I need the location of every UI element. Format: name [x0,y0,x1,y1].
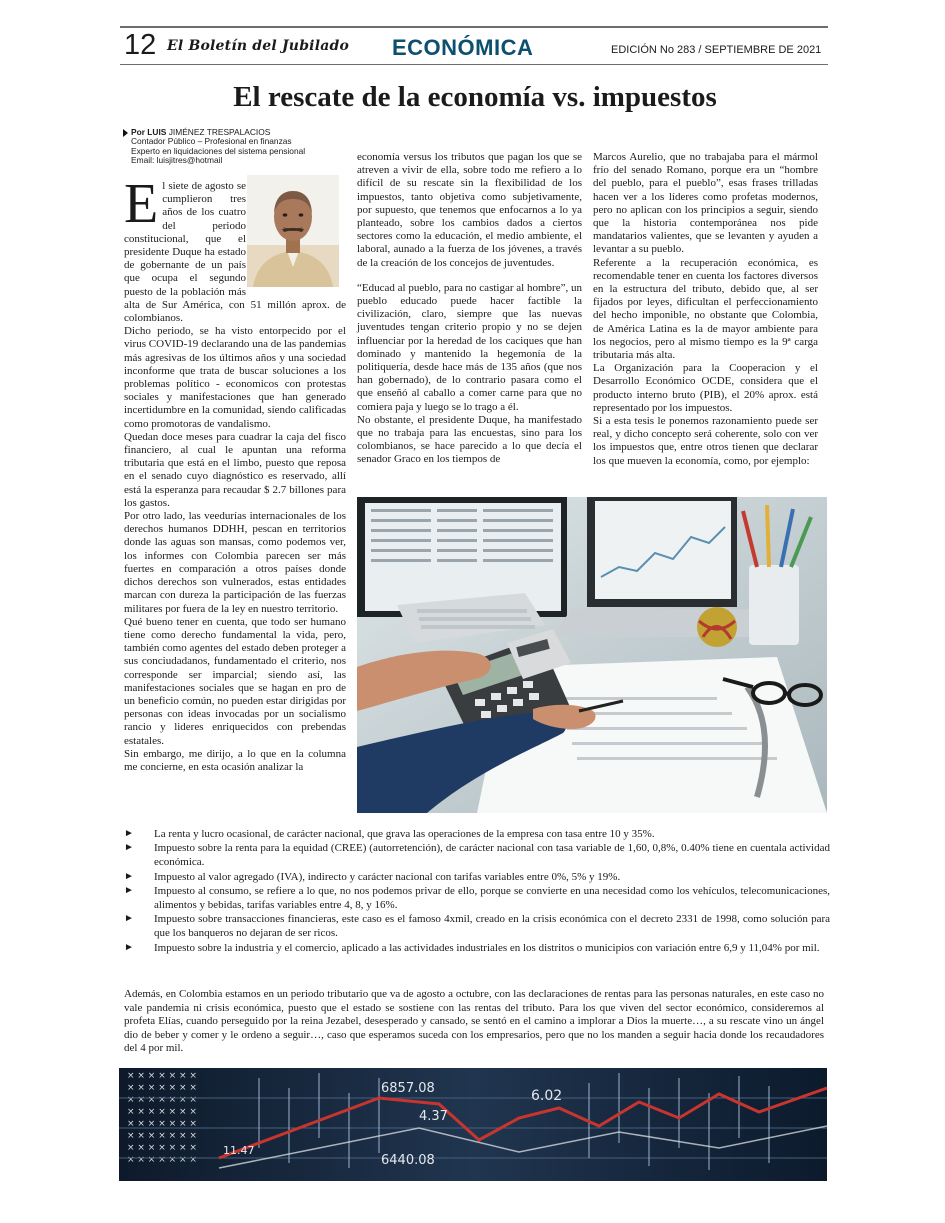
page-number: 12 [124,29,157,61]
list-item: ► La renta y lucro ocasional, de carácter nacional, que grava las operaciones de la empresa con tasa entre 10 y 35%. [124,828,655,840]
bullet-arrow-icon: ► [124,884,134,896]
list-item: ► Impuesto al valor agregado (IVA), indirecto y carácter nacional con tarifas variables entre 0%, 5% y 19%. [124,870,621,883]
byline-prefix: Por LUIS [131,127,167,137]
list-item: ► Impuesto sobre transacciones financieras, este caso es el famoso 4xmil, creado en la crisis económica con el decreto 2331 de 1998, como solución para que los banqueros no dejaran de ser ricos. [124,913,830,940]
svg-text:× × × × × × ×: × × × × × × × [127,1095,197,1105]
edition-info: EDICIÓN No 283 / SEPTIEMBRE DE 2021 [611,44,822,56]
svg-text:× × × × × × ×: × × × × × × × [127,1119,197,1129]
drop-cap: E [124,173,159,235]
header-bottom-rule [120,64,828,65]
banner-number: 6857.08 [381,1081,435,1096]
byline-marker-icon [123,129,128,137]
bullet-arrow-icon: ► [124,941,134,953]
article-headline: El rescate de la economía vs. impuestos [233,81,717,113]
list-item: ► Impuesto al consumo, se refiere a lo que, no nos podemos privar de ello, porque se convierte en una necesidad como los vehículos, telecomunicaciones, alimentos y bebidas, tarifas variables entre 4, 8, y 16%. [124,884,830,912]
closing-paragraph: Además, en Colombia estamos en un periodo tributario que va de agosto a octubre, con las declaraciones de rentas para las personas naturales, en este caso no vale pandemia ni crisis económica, puesto que el estado se sostiene con las rentas del tributo. Para los que viven del sector económico, consideremos al profeta Elías, cuando perseguido por la reina Jezabel, desesperado y cansado, se sentó en el camino a implorar a Dios la muerte…, a su rescate vino un ángel dio de beber y comer y le ordeno a seguir…, caso que esperamos suceda con los empresarios, pero que no los manden a seguir hacia donde los recaudadores del 4 por mil. [124,988,824,1055]
banner-number: 6.02 [531,1088,563,1104]
article-column-3 [593,151,818,468]
paragraph: Quedan doce meses para cuadrar la caja del fisco financiero, al cual le apuntan una reforma tributaria que está en el limbo, puesto que reposa en el senado cuyo diagnóstico es reservado, allí está la esperanza para recaudar $ 2.7 billones para los gastos. [124,430,346,509]
byline-role-2: Experto en liquidaciones del sistema pensional [131,145,306,156]
paragraph: Si a esta tesis le ponemos razonamiento puede ser real, y dicho concepto será coherente, solo con ver los impuestos que, entre otros tienen que declarar los que mueven la economía, como, por ejemplo: [593,415,818,467]
byline [131,128,351,165]
byline-name: JIMÉNEZ TRESPALACIOS [168,127,271,137]
top-rule [120,26,828,28]
stock-market-banner [119,1068,827,1181]
paragraph: Referente a la recuperación económica, es recomendable tener en cuenta los factores diversos en la estructura del tributo, debido que, al ser fijados por leyes, dificultan el perfeccionamiento del hecho imponible, no obstante que Colombia, de América Latina es la de mayor ambiente para los negocios, pero al mismo tiempo es la 9ª carga tributaria más alta. [593,256,818,362]
svg-text:× × × × × × ×: × × × × × × × [127,1071,197,1081]
section-title: ECONÓMICA [392,35,534,60]
paragraph: economía versus los tributos que pagan los que se atreven a vivir de ella, sobre todo me refiero a lo difícil de su rescate sin la flexibilidad de los impuestos, tanto objetiva como subjetivamente, por supuesto, que tenemos que enfocarnos a lo ya planteado, sobre los cambios dados a ciertos sectores como la educación, el medio ambiente, el laboral, aunado a la fuerza de los jóvenes, a través de la creación de los concejos de juventudes. [357,151,582,269]
banner-number: 6440.08 [381,1153,435,1168]
office-desk-photo [357,497,827,813]
article-column-2 [357,151,582,467]
banner-number: 11.47 [223,1144,255,1157]
svg-text:× × × × × × ×: × × × × × × × [127,1131,197,1141]
banner-number: 4.37 [419,1109,448,1124]
bullet-arrow-icon: ► [124,842,134,854]
paragraph: No obstante, el presidente Duque, ha manifestado que no trabaja para las encuestas, sino para los colombianos, se hace parecido a lo que decía el senador Graco en los tiempos de [357,413,582,466]
byline-role-1: Contador Público – Profesional en finanzas [131,136,292,147]
bullet-arrow-icon: ► [124,828,134,839]
bullet-arrow-icon: ► [124,913,134,925]
svg-text:× × × × × × ×: × × × × × × × [127,1155,197,1165]
masthead-title: El Boletín del Jubilado [167,38,350,54]
paragraph: “Educad al pueblo, para no castigar al hombre”, un pueblo educado puede hacer factible la civilización, claro, siempre que las nuevas juventudes tengan criterio propio y no se dejen influenciar por la heredad de los caciques que han dominado y mantenido la hegemonía de la politiquería, desde hace más de 135 años (que nos han gobernado), de lo contrario pasara como el que enseñó al caballo a comer carne para que no comiera paja y luego se lo trago a él. [357,281,582,413]
paragraph: Dicho periodo, se ha visto entorpecido por el virus COVID-19 declarando una de las pandemias más agresivas de los últimos años y una sociedad inconforme que trata de buscar soluciones a los problemas político - economicos con protestas sociales y manifestaciones que han generado incertidumbre en la comunidad, siendo calificadas como promotoras de vandalismo. [124,325,346,430]
svg-text:× × × × × × ×: × × × × × × × [127,1083,197,1093]
paragraph: El siete de agosto se cumplieron tres años de los cuatro del periodo constitucional, que el presidente Duque ha estado de gobernante de un país que ocupa el segundo puesto de la población más alta de Sur América, con 51 millón aprox. de colombianos. [124,173,346,325]
list-item: ► Impuesto sobre la renta para la equidad (CREE) (autorretención), de carácter nacional con tasa variable de 1,60, 0,8%, 0.40% tiene en cuentala actividad económica. [124,842,830,869]
byline-email: Email: luisjitres@hotmail [131,154,223,165]
paragraph: La Organización para la Cooperacion y el Desarrollo Económico OCDE, considera que el producto interno bruto (PIB), el 20% aprox. está representado por los impuestos. [593,362,818,414]
svg-text:× × × × × × ×: × × × × × × × [127,1107,197,1117]
svg-text:× × × × × × ×: × × × × × × × [127,1143,197,1153]
photo-spacer [246,180,346,290]
tax-list [120,827,830,955]
list-item: ► Impuesto sobre la industria y el comercio, aplicado a las actividades industriales en los distritos o municipios con variación entre 6,9 y 11,04% por mil. [124,941,820,954]
bullet-arrow-icon: ► [124,870,134,882]
paragraph: Marcos Aurelio, que no trabajaba para el mármol frío del senado Romano, porque era un “hombre del pueblo, para el pueblo”, esas frases trilladas hacen ver a los líderes como profetas modernos, pero no aplican con los principios a seguir, siendo que la historia contemporánea nos pide mandatarios valientes, que se levanten y ayuden a levantar a su pueblo. [593,151,818,256]
paragraph: Sin embargo, me dirijo, a lo que en la columna me concierne, en esta ocasión analizar la [124,747,346,773]
paragraph: Por otro lado, las veedurías internacionales de los derechos humanos DDHH, pescan en territorios donde las aguas son mansas, como podemos ver, los informes con Colombia parecen ser más fuertes en comparación a otros países donde dichos derechos son vulnerados, estas entidades marcan con dureza la participación de las fuerzas militares por fuera de la ley en nuestro territorio. [124,510,346,615]
paragraph: Qué bueno tener en cuenta, que todo ser humano tiene como derecho fundamental la vida, pero, también como agentes del estado deben proteger a sus conciudadanos, fundamentado el criterio, nos corresponde ser imparcial; siendo así, las manifestaciones sociales que se hagan en pro de un beneficio común, no pueden estar dirigidas por personas con ideas invocadas por un socialismo rancio y lideres enriquecidos con prebendas estatales. [124,615,346,747]
article-column-1 [124,173,346,774]
